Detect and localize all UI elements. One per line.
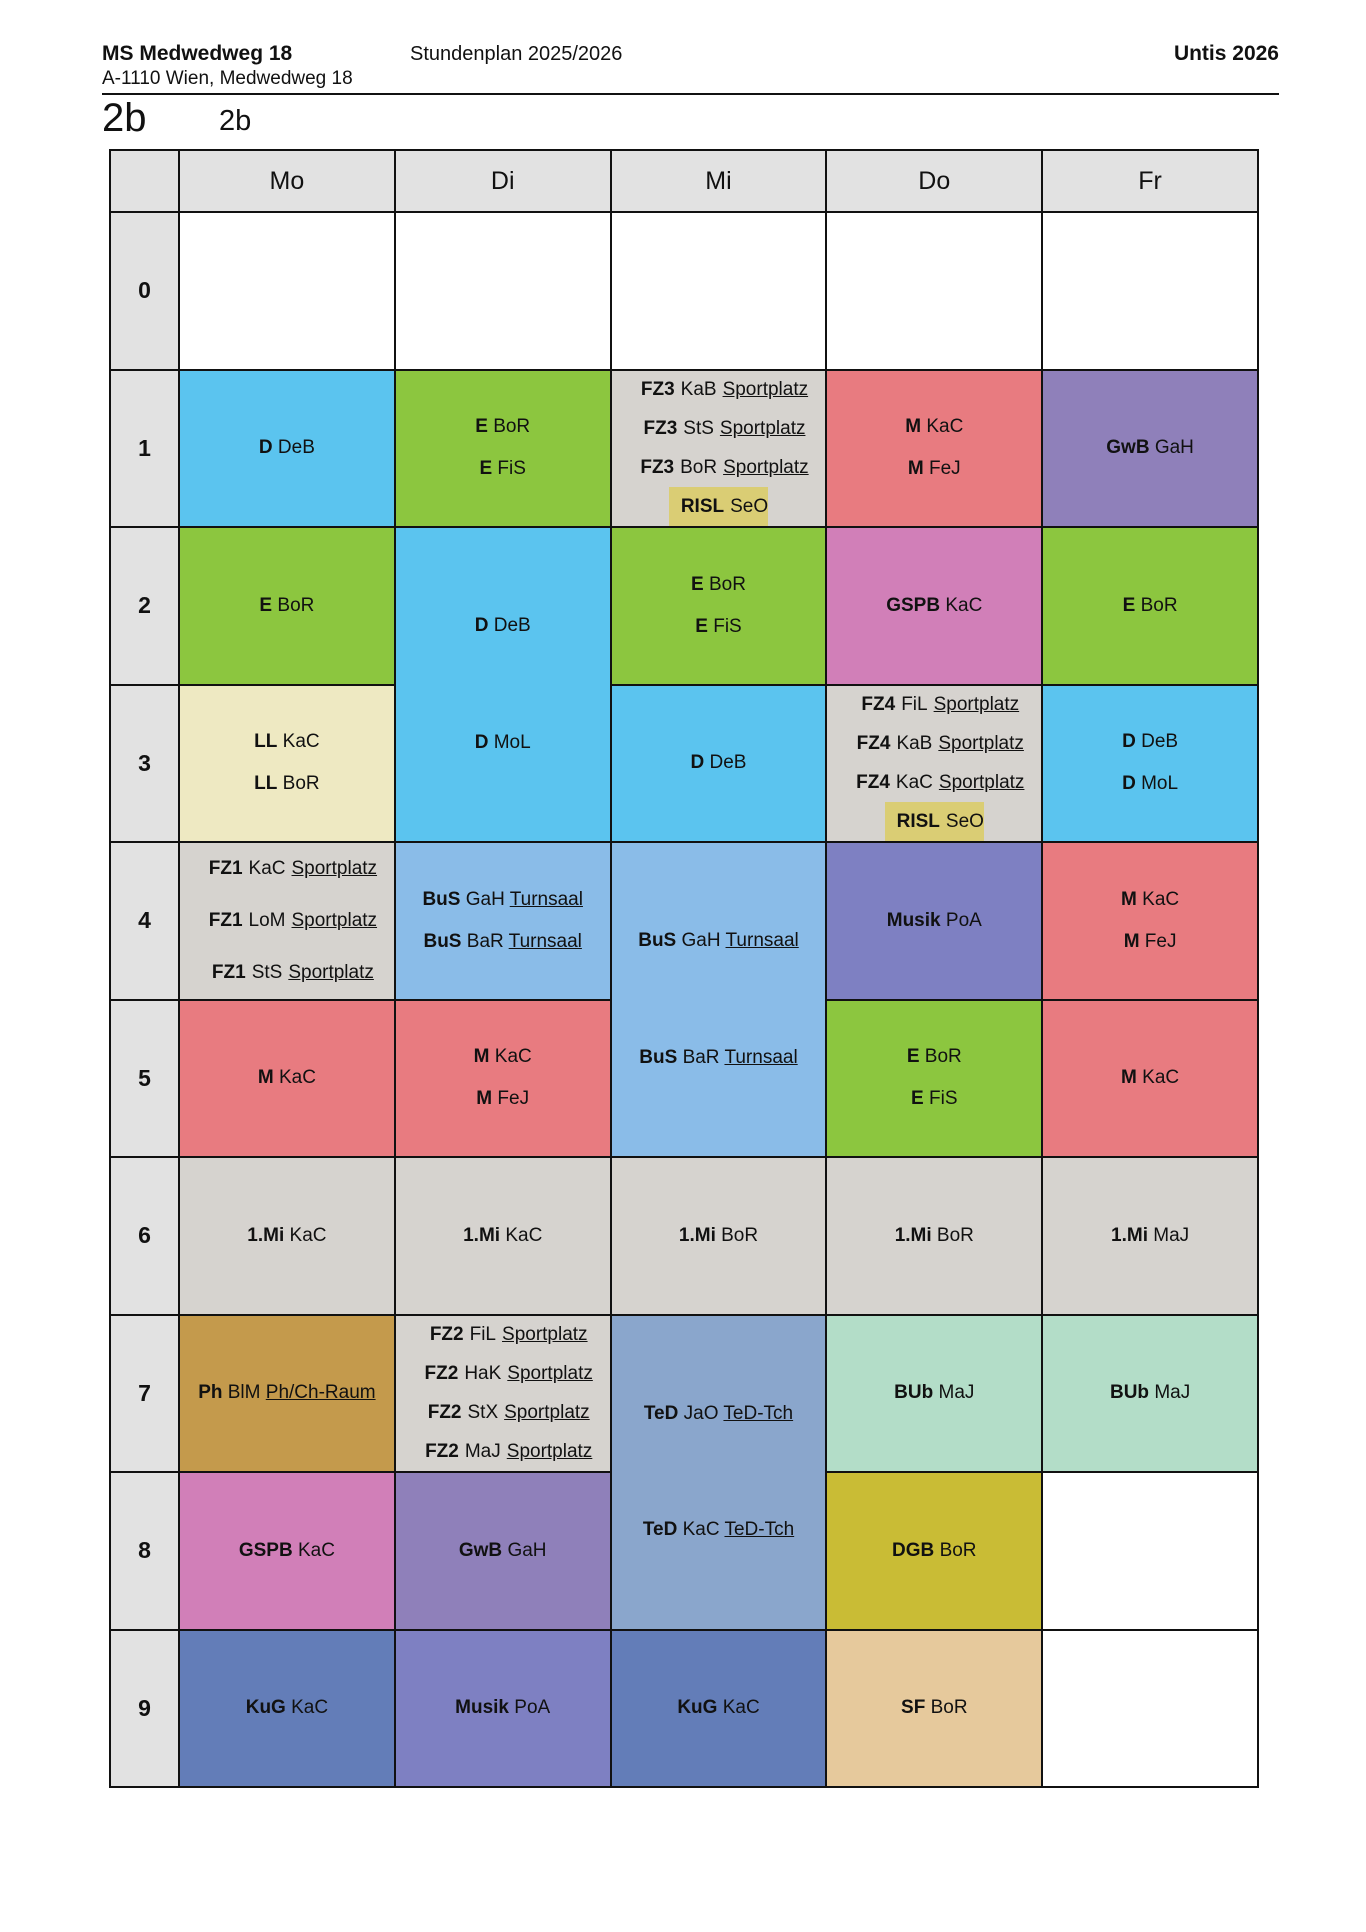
lesson-cell[interactable] — [180, 1001, 394, 1157]
room-name: Sportplatz — [288, 961, 374, 983]
teacher-code: BoR — [936, 1224, 974, 1246]
lesson-cell[interactable] — [827, 843, 1041, 999]
teacher-code: MoL — [493, 731, 531, 753]
teacher-code: MaJ — [938, 1382, 975, 1404]
class-title: 2b — [102, 96, 147, 140]
subject-code: D — [474, 731, 489, 753]
teacher-code: FiS — [929, 1088, 958, 1110]
teacher-code: KaC — [248, 857, 286, 879]
subject-code: D — [258, 437, 273, 459]
subject-code: 1.Mi — [247, 1224, 285, 1246]
room-name: Sportplatz — [291, 857, 378, 879]
subject-code: M — [907, 458, 924, 480]
lesson-entry — [239, 1540, 335, 1562]
teacher-code: FeJ — [497, 1088, 530, 1110]
period-header-3: 3 — [111, 686, 178, 842]
room-name: Sportplatz — [504, 1401, 590, 1423]
teacher-code: KaB — [680, 378, 717, 400]
teacher-code: StS — [683, 417, 714, 439]
subject-code: GwB — [1106, 437, 1150, 459]
lesson-cell[interactable] — [180, 528, 394, 684]
period-header-5: 5 — [111, 1001, 178, 1157]
lesson-entry — [628, 448, 808, 487]
empty-slot — [827, 213, 1041, 369]
subject-code: D — [1122, 731, 1136, 753]
lesson-entry — [416, 1393, 590, 1432]
teacher-code: KaC — [494, 1046, 532, 1068]
subject-code: FZ2 — [427, 1401, 462, 1423]
lesson-entry — [197, 895, 377, 947]
lesson-entry — [1122, 773, 1178, 795]
teacher-code: MoL — [1141, 773, 1179, 795]
subject-code: TeD — [642, 1519, 678, 1541]
room-name: Sportplatz — [938, 732, 1024, 754]
teacher-code: KaC — [895, 771, 933, 793]
room-name: Sportplatz — [719, 417, 806, 439]
teacher-code: KaC — [926, 416, 964, 438]
lesson-entry — [845, 724, 1024, 763]
lesson-cell[interactable] — [612, 843, 826, 1156]
lesson-cell[interactable] — [827, 1631, 1041, 1787]
lesson-entry — [197, 843, 377, 895]
teacher-code: GaH — [507, 1539, 547, 1561]
plan-title: Stundenplan 2025/2026 — [410, 43, 623, 65]
lesson-cell[interactable] — [612, 528, 826, 684]
subject-code: BuS — [638, 930, 677, 952]
lesson-entry — [422, 889, 583, 911]
lesson-entry — [908, 458, 961, 480]
subject-code: M — [473, 1046, 490, 1068]
subject-code: FZ2 — [424, 1362, 459, 1384]
subject-code: E — [475, 416, 488, 438]
subject-code: E — [695, 615, 708, 637]
lesson-cell[interactable] — [612, 686, 826, 842]
lesson-entry — [629, 371, 808, 410]
lesson-entry — [911, 1088, 957, 1110]
teacher-code: GaH — [1154, 437, 1194, 459]
teacher-code: KaC — [722, 1697, 760, 1719]
subject-code: Musik — [455, 1697, 510, 1719]
room-name: Sportplatz — [938, 771, 1025, 793]
lesson-entry — [475, 732, 531, 754]
room-name: Sportplatz — [723, 456, 809, 478]
lesson-cell[interactable] — [1043, 686, 1257, 842]
lesson-entry — [475, 416, 530, 438]
lesson-entry — [1121, 1067, 1179, 1089]
subject-code: DGB — [892, 1539, 935, 1561]
class-subtitle: 2b — [219, 105, 252, 137]
lesson-cell[interactable] — [396, 1001, 610, 1157]
lesson-cell[interactable] — [827, 371, 1041, 527]
lesson-cell[interactable] — [1043, 1316, 1257, 1472]
subject-code: M — [1121, 1067, 1137, 1089]
lesson-entry — [907, 1046, 962, 1068]
room-name: Turnsaal — [725, 930, 799, 952]
teacher-code: SeO — [730, 495, 769, 517]
day-header-mo: Mo — [180, 151, 394, 211]
subject-code: BuS — [423, 930, 462, 952]
lesson-cell[interactable] — [612, 371, 826, 527]
teacher-code: MaJ — [1153, 1224, 1190, 1246]
day-header-do: Do — [827, 151, 1041, 211]
teacher-code: KaC — [291, 1697, 329, 1719]
teacher-code: KaC — [1142, 1067, 1180, 1089]
lesson-entry — [1122, 731, 1178, 753]
lesson-entry — [901, 1697, 968, 1719]
lesson-entry — [476, 1088, 529, 1110]
lesson-cell[interactable] — [396, 371, 610, 527]
lesson-entry — [258, 1067, 316, 1089]
subject-code: BuS — [639, 1046, 678, 1068]
lesson-entry — [905, 416, 963, 438]
teacher-code: GaH — [465, 888, 505, 910]
lesson-entry — [849, 686, 1019, 725]
lesson-entry — [643, 1519, 794, 1541]
lesson-cell[interactable] — [1043, 1001, 1257, 1157]
lesson-entry — [455, 1697, 550, 1719]
lesson-entry — [246, 1697, 328, 1719]
room-name: Ph/Ch-Raum — [265, 1382, 376, 1404]
lesson-entry — [691, 752, 747, 774]
lesson-entry — [259, 437, 315, 459]
subject-code: 1.Mi — [894, 1224, 932, 1246]
subject-code: SF — [901, 1697, 926, 1719]
lesson-entry — [892, 1540, 976, 1562]
software-brand: Untis 2026 — [1173, 42, 1279, 65]
header-divider — [102, 93, 1279, 95]
teacher-code: BoR — [924, 1046, 962, 1068]
lesson-entry — [259, 595, 314, 617]
subject-code: LL — [254, 773, 278, 795]
room-name: TeD-Tch — [723, 1402, 794, 1424]
subject-code: 1.Mi — [1111, 1224, 1148, 1246]
room-name: Sportplatz — [291, 909, 378, 931]
empty-slot — [612, 213, 826, 369]
teacher-code: BoR — [708, 573, 746, 595]
subject-code: FZ4 — [856, 771, 890, 793]
school-address: A-1110 Wien, Medwedweg 18 — [102, 68, 353, 89]
grid-corner — [111, 151, 178, 211]
lesson-cell[interactable] — [827, 1473, 1041, 1629]
teacher-code: GaH — [681, 930, 721, 952]
lesson-entry — [479, 458, 525, 480]
lesson-entry — [413, 1432, 592, 1471]
lesson-entry — [1111, 1225, 1189, 1247]
teacher-code: KaC — [682, 1519, 720, 1541]
room-name: Sportplatz — [933, 693, 1020, 715]
teacher-code: BoR — [1140, 594, 1178, 616]
day-header-di: Di — [396, 151, 610, 211]
lesson-entry — [844, 763, 1024, 802]
lesson-entry — [894, 1382, 974, 1404]
subject-code: M — [1123, 930, 1140, 952]
subject-code: GSPB — [886, 594, 941, 616]
teacher-code: BoR — [493, 416, 531, 438]
subject-code: E — [906, 1046, 920, 1068]
lesson-entry — [1123, 595, 1178, 617]
lesson-cell[interactable] — [1043, 528, 1257, 684]
subject-code: M — [257, 1067, 274, 1089]
teacher-code: FeJ — [929, 458, 961, 480]
subject-code: FZ4 — [861, 693, 896, 715]
lesson-entry — [644, 1403, 793, 1425]
empty-slot — [1043, 213, 1257, 369]
teacher-code: StS — [251, 961, 283, 983]
teacher-code: FeJ — [1144, 930, 1177, 952]
subject-code: RISL — [896, 810, 940, 832]
period-header-6: 6 — [111, 1158, 178, 1314]
lesson-entry — [638, 930, 799, 952]
lesson-entry — [639, 1047, 797, 1069]
lesson-entry — [247, 1225, 326, 1247]
subject-code: 1.Mi — [678, 1224, 716, 1246]
empty-slot — [396, 213, 610, 369]
period-header-0: 0 — [111, 213, 178, 369]
subject-code: FZ3 — [640, 456, 675, 478]
lesson-cell[interactable] — [396, 1473, 610, 1629]
empty-slot — [180, 213, 394, 369]
lesson-entry — [669, 487, 768, 526]
teacher-code: KaB — [896, 732, 933, 754]
subject-code: FZ4 — [856, 732, 891, 754]
lesson-cell[interactable] — [1043, 1158, 1257, 1314]
subject-code: RISL — [680, 495, 725, 517]
lesson-entry — [459, 1540, 547, 1562]
lesson-cell[interactable] — [1043, 843, 1257, 999]
subject-code: D — [1122, 773, 1136, 795]
subject-code: E — [911, 1088, 924, 1110]
subject-code: M — [905, 416, 922, 438]
teacher-code: BlM — [227, 1382, 261, 1404]
lesson-cell[interactable] — [827, 528, 1041, 684]
teacher-code: DeB — [493, 615, 531, 637]
subject-code: FZ3 — [643, 417, 678, 439]
lesson-entry — [887, 910, 982, 932]
teacher-code: LoM — [248, 909, 286, 931]
subject-code: BUb — [1109, 1382, 1150, 1404]
teacher-code: KaC — [278, 1067, 316, 1089]
school-name: MS Medwedweg 18 — [102, 42, 293, 65]
subject-code: Musik — [886, 909, 941, 931]
teacher-code: JaO — [683, 1402, 719, 1424]
lesson-cell[interactable] — [827, 1316, 1041, 1472]
room-name: Sportplatz — [722, 378, 809, 400]
subject-code: M — [476, 1088, 493, 1110]
subject-code: FZ1 — [208, 857, 243, 879]
subject-code: M — [1121, 888, 1137, 910]
lesson-entry — [886, 595, 982, 617]
lesson-cell[interactable] — [612, 1316, 826, 1629]
subject-code: FZ1 — [211, 961, 246, 983]
lesson-entry — [423, 931, 581, 953]
room-name: Turnsaal — [509, 888, 583, 910]
teacher-code: FiS — [497, 458, 526, 480]
subject-code: Ph — [198, 1382, 223, 1404]
teacher-code: FiS — [713, 615, 742, 637]
teacher-code: BoR — [282, 773, 320, 795]
lesson-cell[interactable] — [180, 371, 394, 527]
teacher-code: MaJ — [1154, 1382, 1191, 1404]
subject-code: E — [259, 594, 273, 616]
subject-code: D — [690, 752, 705, 774]
lesson-entry — [474, 1046, 532, 1068]
teacher-code: BaR — [682, 1046, 720, 1068]
room-name: Turnsaal — [724, 1046, 798, 1068]
timetable-grid — [109, 149, 1259, 1788]
lesson-entry — [413, 1354, 593, 1393]
lesson-entry — [679, 1225, 758, 1247]
room-name: Sportplatz — [507, 1362, 593, 1384]
lesson-entry — [254, 773, 319, 795]
teacher-code: KaC — [945, 594, 983, 616]
lesson-entry — [691, 574, 746, 596]
subject-code: KuG — [677, 1697, 718, 1719]
teacher-code: BoR — [721, 1224, 759, 1246]
lesson-entry — [418, 1316, 588, 1355]
teacher-code: KaC — [282, 731, 320, 753]
subject-code: BUb — [894, 1382, 934, 1404]
subject-code: 1.Mi — [463, 1224, 501, 1246]
lesson-cell[interactable] — [827, 686, 1041, 842]
lesson-entry — [200, 947, 374, 999]
teacher-code: DeB — [277, 437, 315, 459]
subject-code: GSPB — [238, 1539, 293, 1561]
lesson-entry — [1106, 437, 1194, 459]
empty-slot — [1043, 1473, 1257, 1629]
teacher-code: PoA — [514, 1697, 551, 1719]
lesson-entry — [1110, 1382, 1190, 1404]
lesson-entry — [254, 731, 319, 753]
lesson-cell[interactable] — [180, 1631, 394, 1787]
teacher-code: PoA — [945, 909, 982, 931]
subject-code: D — [474, 615, 489, 637]
subject-code: FZ2 — [429, 1323, 464, 1345]
teacher-code: BoR — [277, 594, 315, 616]
subject-code: E — [1122, 594, 1136, 616]
room-name: Turnsaal — [508, 930, 582, 952]
teacher-code: FiL — [469, 1323, 497, 1345]
period-header-1: 1 — [111, 371, 178, 527]
subject-code: GwB — [458, 1539, 503, 1561]
period-header-9: 9 — [111, 1631, 178, 1787]
lesson-cell[interactable] — [1043, 371, 1257, 527]
subject-code: FZ3 — [640, 378, 675, 400]
teacher-code: FiL — [901, 693, 928, 715]
lesson-cell[interactable] — [396, 843, 610, 999]
period-header-4: 4 — [111, 843, 178, 999]
lesson-entry — [1124, 931, 1177, 953]
subject-code: FZ2 — [425, 1440, 459, 1462]
day-header-mi: Mi — [612, 151, 826, 211]
subject-code: E — [691, 573, 704, 595]
teacher-code: DeB — [1141, 731, 1179, 753]
subject-code: E — [479, 458, 493, 480]
lesson-cell[interactable] — [396, 1158, 610, 1314]
teacher-code: SeO — [945, 810, 984, 832]
lesson-cell[interactable] — [396, 1316, 610, 1472]
subject-code: TeD — [643, 1402, 679, 1424]
lesson-cell[interactable] — [827, 1001, 1041, 1157]
subject-code: BuS — [422, 888, 461, 910]
teacher-code: HaK — [464, 1362, 502, 1384]
teacher-code: BoR — [939, 1539, 977, 1561]
lesson-cell[interactable] — [612, 1158, 826, 1314]
teacher-code: BoR — [680, 456, 718, 478]
period-header-7: 7 — [111, 1316, 178, 1472]
room-name: Sportplatz — [506, 1440, 593, 1462]
period-header-8: 8 — [111, 1473, 178, 1629]
teacher-code: KaC — [1142, 888, 1180, 910]
lesson-entry — [677, 1697, 759, 1719]
teacher-code: KaC — [289, 1224, 327, 1246]
room-name: Sportplatz — [502, 1323, 588, 1345]
period-header-2: 2 — [111, 528, 178, 684]
teacher-code: DeB — [709, 752, 747, 774]
lesson-entry — [198, 1382, 375, 1404]
lesson-entry — [885, 802, 984, 841]
day-header-fr: Fr — [1043, 151, 1257, 211]
teacher-code: StX — [467, 1401, 499, 1423]
subject-code: KuG — [245, 1697, 286, 1719]
lesson-entry — [463, 1225, 542, 1247]
lesson-cell[interactable] — [396, 1631, 610, 1787]
teacher-code: KaC — [297, 1539, 335, 1561]
lesson-cell[interactable] — [180, 1473, 394, 1629]
lesson-cell[interactable] — [180, 1158, 394, 1314]
lesson-entry — [475, 615, 531, 637]
lesson-cell[interactable] — [827, 1158, 1041, 1314]
room-name: TeD-Tch — [724, 1519, 795, 1541]
teacher-code: KaC — [505, 1224, 543, 1246]
subject-code: FZ1 — [208, 909, 243, 931]
lesson-cell[interactable] — [396, 528, 610, 841]
teacher-code: BaR — [466, 930, 504, 952]
empty-slot — [1043, 1631, 1257, 1787]
subject-code: LL — [254, 731, 278, 753]
teacher-code: MaJ — [464, 1440, 501, 1462]
teacher-code: BoR — [930, 1697, 968, 1719]
lesson-entry — [895, 1225, 974, 1247]
lesson-entry — [632, 409, 806, 448]
lesson-entry — [695, 616, 741, 638]
lesson-cell[interactable] — [180, 843, 394, 999]
lesson-cell[interactable] — [180, 686, 394, 842]
lesson-entry — [1121, 889, 1179, 911]
lesson-cell[interactable] — [612, 1631, 826, 1787]
lesson-cell[interactable] — [180, 1316, 394, 1472]
